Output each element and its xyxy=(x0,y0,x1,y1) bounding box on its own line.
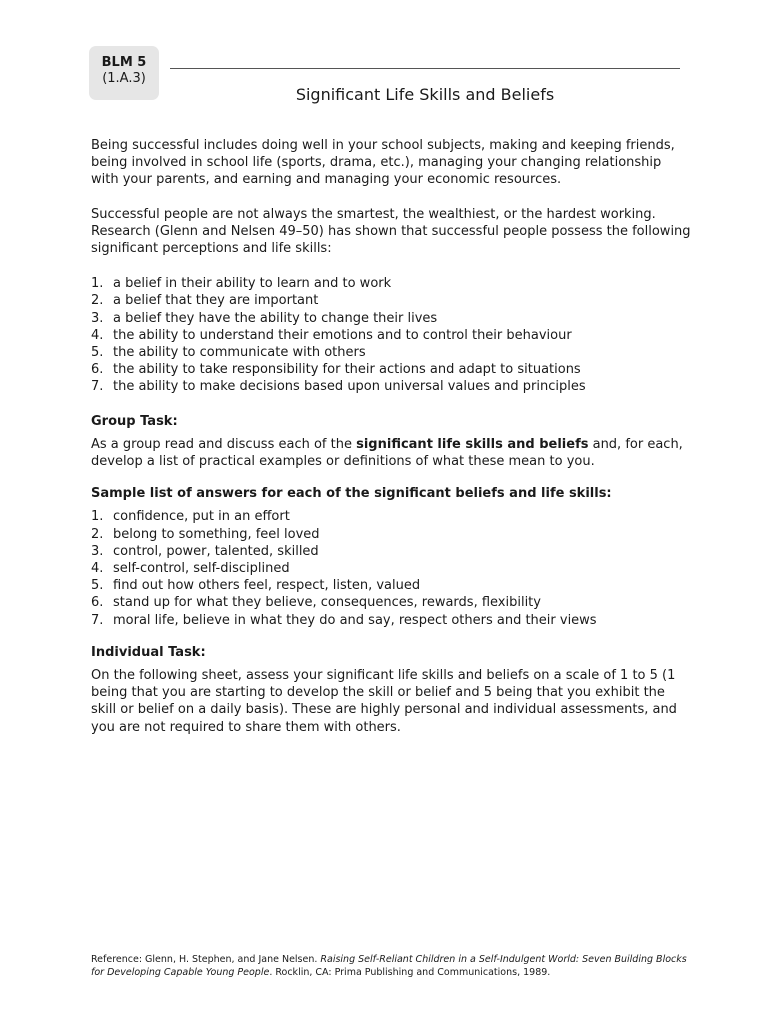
list-number: 1. xyxy=(91,276,104,292)
list-number: 3. xyxy=(91,310,104,326)
group-task-emphasis: significant life skills and beliefs xyxy=(356,436,589,452)
list-number: 1. xyxy=(91,509,104,525)
intro-paragraph-1: Being successful includes doing well in your school subjects, making and keeping friends, being involved in school life (sports, drama, etc.), managing your changing relationship with your parents, and earning and managing your economic resources. xyxy=(91,138,675,188)
list-item xyxy=(91,327,691,344)
list-text: the ability to communicate with others xyxy=(113,345,366,361)
list-item xyxy=(91,310,691,327)
list-text: belong to something, feel loved xyxy=(113,526,320,542)
list-item xyxy=(91,560,691,577)
list-number: 3. xyxy=(91,543,104,559)
blm-reference: (1.A.3) xyxy=(102,71,146,86)
list-text: stand up for what they believe, consequences, rewards, flexibility xyxy=(113,595,541,611)
reference-prefix: Reference: Glenn, H. Stephen, and Jane Nelsen. xyxy=(91,954,321,965)
list-number: 5. xyxy=(91,578,104,594)
reference-suffix: . Rocklin, CA: Prima Publishing and Communications, 1989. xyxy=(269,967,551,978)
list-number: 7. xyxy=(91,379,104,395)
list-item xyxy=(91,577,691,594)
blm-label-box xyxy=(89,46,159,100)
list-item xyxy=(91,378,691,395)
list-item xyxy=(91,361,691,378)
header-rule xyxy=(170,68,680,69)
list-text: a belief in their ability to learn and to work xyxy=(113,276,392,292)
list-item xyxy=(91,594,691,611)
list-number: 4. xyxy=(91,561,104,577)
group-task-heading: Group Task: xyxy=(91,413,178,429)
list-text: control, power, talented, skilled xyxy=(113,543,319,559)
sample-list xyxy=(91,508,691,628)
group-task-text-end: and, for each, develop a list of practical examples or definitions of what these mean to you. xyxy=(91,436,683,470)
list-text: the ability to understand their emotions and to control their behaviour xyxy=(113,327,572,343)
list-text: moral life, believe in what they do and say, respect others and their views xyxy=(113,612,597,628)
list-item xyxy=(91,543,691,560)
list-item xyxy=(91,508,691,525)
list-text: self-control, self-disciplined xyxy=(113,561,290,577)
list-text: the ability to take responsibility for their actions and adapt to situations xyxy=(113,362,581,378)
page-title: Significant Life Skills and Beliefs xyxy=(295,85,555,104)
individual-task-paragraph: On the following sheet, assess your significant life skills and beliefs on a scale of 1 to 5 (1 being that you are starting to develop the skill or belief and 5 being that you exhibit the skill or belief on a daily basis). These are highly personal and individual assessments, and you are not required to share them with others. xyxy=(91,668,677,735)
intro-paragraph-2: Successful people are not always the smartest, the wealthiest, or the hardest working. Research (Glenn and Nelsen 49–50) has shown that successful people possess the following significant perceptions and life skills: xyxy=(91,206,691,257)
individual-task-heading: Individual Task: xyxy=(91,644,206,660)
list-item xyxy=(91,526,691,543)
reference-book-title: Raising Self-Reliant Children in a Self-Indulgent World: Seven Building Blocks for Developing Capable Young People xyxy=(91,954,687,978)
list-text: confidence, put in an effort xyxy=(113,509,290,525)
list-number: 7. xyxy=(91,612,104,628)
list-item xyxy=(91,344,691,361)
list-number: 6. xyxy=(91,362,104,378)
sample-heading: Sample list of answers for each of the significant beliefs and life skills: xyxy=(91,486,612,502)
list-item xyxy=(91,275,691,292)
blm-code: BLM 5 xyxy=(101,55,147,70)
list-text: a belief that they are important xyxy=(113,293,319,309)
list-text: find out how others feel, respect, listen, valued xyxy=(113,578,421,594)
main-content xyxy=(91,137,691,736)
list-number: 4. xyxy=(91,327,104,343)
group-task-paragraph xyxy=(91,436,691,470)
list-text: a belief they have the ability to change their lives xyxy=(113,310,438,326)
list-item xyxy=(91,612,691,629)
list-item xyxy=(91,292,691,309)
list-number: 5. xyxy=(91,345,104,361)
group-task-text: As a group read and discuss each of the xyxy=(91,436,357,452)
list-number: 2. xyxy=(91,293,104,309)
list-number: 6. xyxy=(91,595,104,611)
reference-citation xyxy=(91,953,691,979)
list-number: 2. xyxy=(91,526,104,542)
skills-list xyxy=(91,275,691,395)
list-text: the ability to make decisions based upon universal values and principles xyxy=(113,379,586,395)
